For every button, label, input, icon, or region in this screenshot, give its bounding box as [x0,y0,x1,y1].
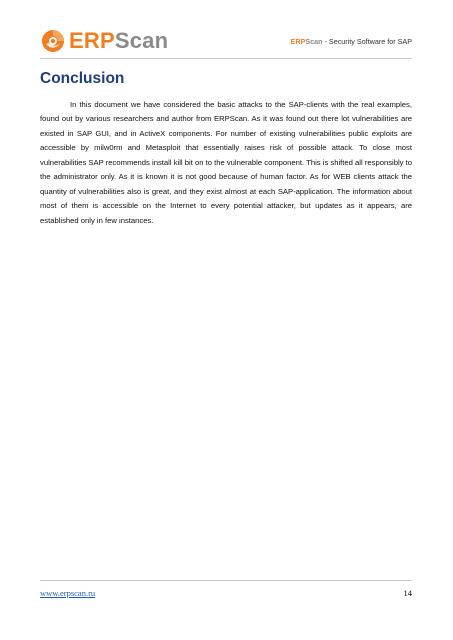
header-tagline [291,37,412,46]
tagline-brand-erp: ERP [290,37,306,46]
header-divider [40,58,412,59]
footer-divider [40,580,412,581]
logo-scan-text: Scan [114,28,169,53]
erpscan-logo [40,27,190,55]
logo-wordmark [69,28,168,54]
logo-erp-text: ERP [69,28,115,53]
section-title: Conclusion [40,70,125,87]
erpscan-logo-icon [40,28,66,54]
tagline-text: - Security Software for SAP [322,37,412,46]
page-number: 14 [403,588,412,598]
conclusion-paragraph: In this document we have considered the basic attacks to the SAP-clients with the real examples, found out by various researchers and author from ERPScan. As it was found out there lot vulnerabilities are existed in SAP GUI, and in ActiveX components. For number of existing vulnerabilities public exploits are accessible by milw0rm and Metasploit that essentially raises risk of possible attack. To close most vulnerabilities SAP recommends install kill bit on to the vulnerable component. This is shifted all responsibly to the administrator only. As it is known it is not good because of human factor. As for WEB clients attack the quantity of vulnerabilities also is great, and they exist almost at each SAP-application. The information about most of them is accessible on the Internet to every potential attacker, but updates as it appears, are established only in few instances. [40,100,412,225]
tagline-brand-scan: Scan [305,37,323,46]
footer-website-link[interactable]: www.erpscan.ru [40,588,96,598]
